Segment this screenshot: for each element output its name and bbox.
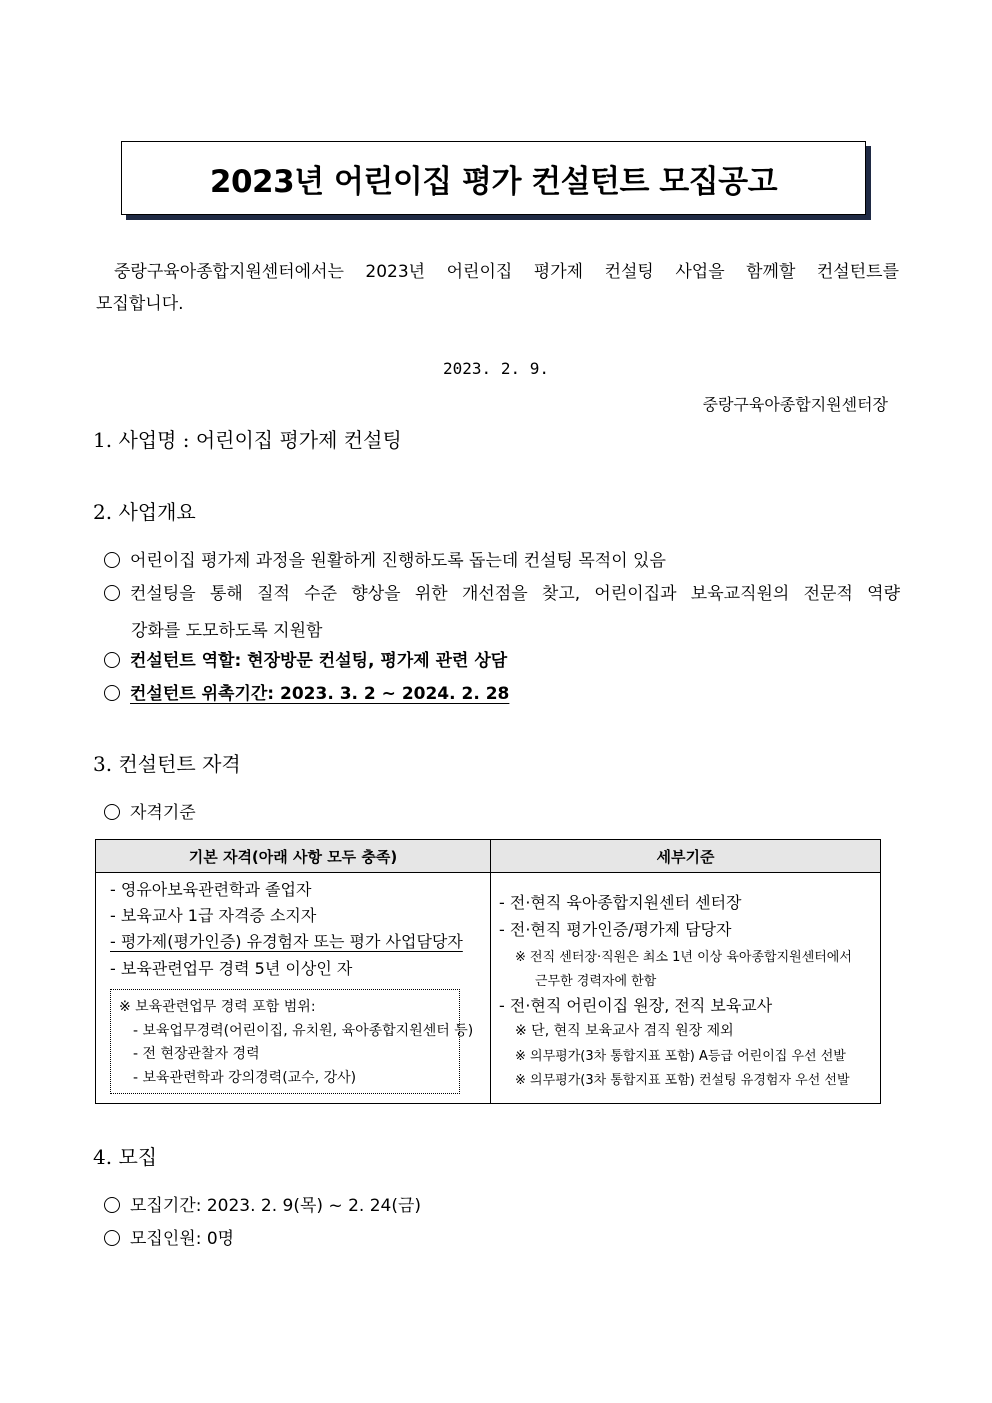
circle-bullet-icon [104,652,120,668]
qualification-table [95,839,881,1104]
section-3-bullet: 자격기준 [104,797,196,829]
basic-criteria-cell [96,873,491,1104]
section-2-bullet: 어린이집 평가제 과정을 원활하게 진행하도록 돕는데 컨설팅 목적이 있음 [104,545,666,577]
section-2-bullet: 컨설턴트 역할: 현장방문 컨설팅, 평가제 관련 상담 [104,645,507,677]
circle-bullet-icon [104,804,120,820]
note-title: ※ 보육관련업무 경력 포함 범위: [119,999,316,1015]
section-2-heading: 2. 사업개요 [93,500,196,524]
section-4-heading: 4. 모집 [93,1145,158,1169]
list-note: 근무한 경력자에 한함 [535,974,657,989]
list-note: ※ 의무평가(3차 통합지표 포함) A등급 어린이집 우선 선발 [515,1049,846,1064]
list-item: - 전·현직 육아종합지원센터 센터장 [499,893,742,912]
experience-scope-note [110,989,474,1094]
section-2-bullet-continuation: 강화를 도모하도록 지원함 [131,621,323,641]
list-note: ※ 의무평가(3차 통합지표 포함) 컨설팅 유경험자 우선 선발 [515,1073,850,1088]
note-item: - 보육업무경력(어린이집, 유치원, 육아종합지원센터 등) [133,1023,474,1039]
intro-line-1: 중랑구육아종합지원센터에서는 2023년 어린이집 평가제 컨설팅 사업을 함께할 컨설턴트를 [114,262,899,282]
page-title: 2023년 어린이집 평가 컨설턴트 모집공고 [209,163,778,200]
title-box [121,141,866,215]
circle-bullet-icon [104,552,120,568]
circle-bullet-icon [104,685,120,701]
circle-bullet-icon [104,1197,120,1213]
circle-bullet-icon [104,1230,120,1246]
section-4-bullet: 모집인원: 0명 [104,1223,234,1255]
intro-paragraph [96,256,899,320]
section-4-bullet: 모집기간: 2023. 2. 9(목) ~ 2. 24(금) [104,1190,421,1222]
note-item: - 전 현장관찰자 경력 [133,1046,260,1062]
table-header-basic: 기본 자격(아래 사항 모두 충족) [96,840,491,873]
section-2-bullet: 컨설턴트 위촉기간: 2023. 3. 2 ~ 2024. 2. 28 [104,678,509,710]
list-item: - 전·현직 평가인증/평가제 담당자 [499,920,732,939]
section-3-heading: 3. 컨설턴트 자격 [93,752,241,776]
section-1-heading: 1. 사업명 : 어린이집 평가제 컨설팅 [93,428,402,452]
list-item: - 평가제(평가인증) 유경험자 또는 평가 사업담당자 [110,932,463,951]
announcement-date: 2023. 2. 9. [443,359,549,378]
detail-criteria-cell [491,873,881,1104]
list-note: ※ 단, 현직 보육교사 겸직 원장 제외 [515,1023,734,1039]
list-item: - 보육관련업무 경력 5년 이상인 자 [110,959,353,978]
list-item: - 영유아보육관련학과 졸업자 [110,880,312,899]
list-note: ※ 전직 센터장·직원은 최소 1년 이상 육아종합지원센터에서 [515,950,852,965]
list-item: - 전·현직 어린이집 원장, 전직 보육교사 [499,996,773,1015]
section-2-bullet: 컨설팅을 통해 질적 수준 향상을 위한 개선점을 찾고, 어린이집과 보육교직원의 전문적 역량 [104,578,900,610]
signer: 중랑구육아종합지원센터장 [702,395,888,414]
note-item: - 보육관련학과 강의경력(교수, 강사) [133,1070,357,1086]
table-header-detail: 세부기준 [491,840,881,873]
circle-bullet-icon [104,585,120,601]
list-item: - 보육교사 1급 자격증 소지자 [110,906,317,925]
intro-line-2: 모집합니다. [96,294,184,314]
